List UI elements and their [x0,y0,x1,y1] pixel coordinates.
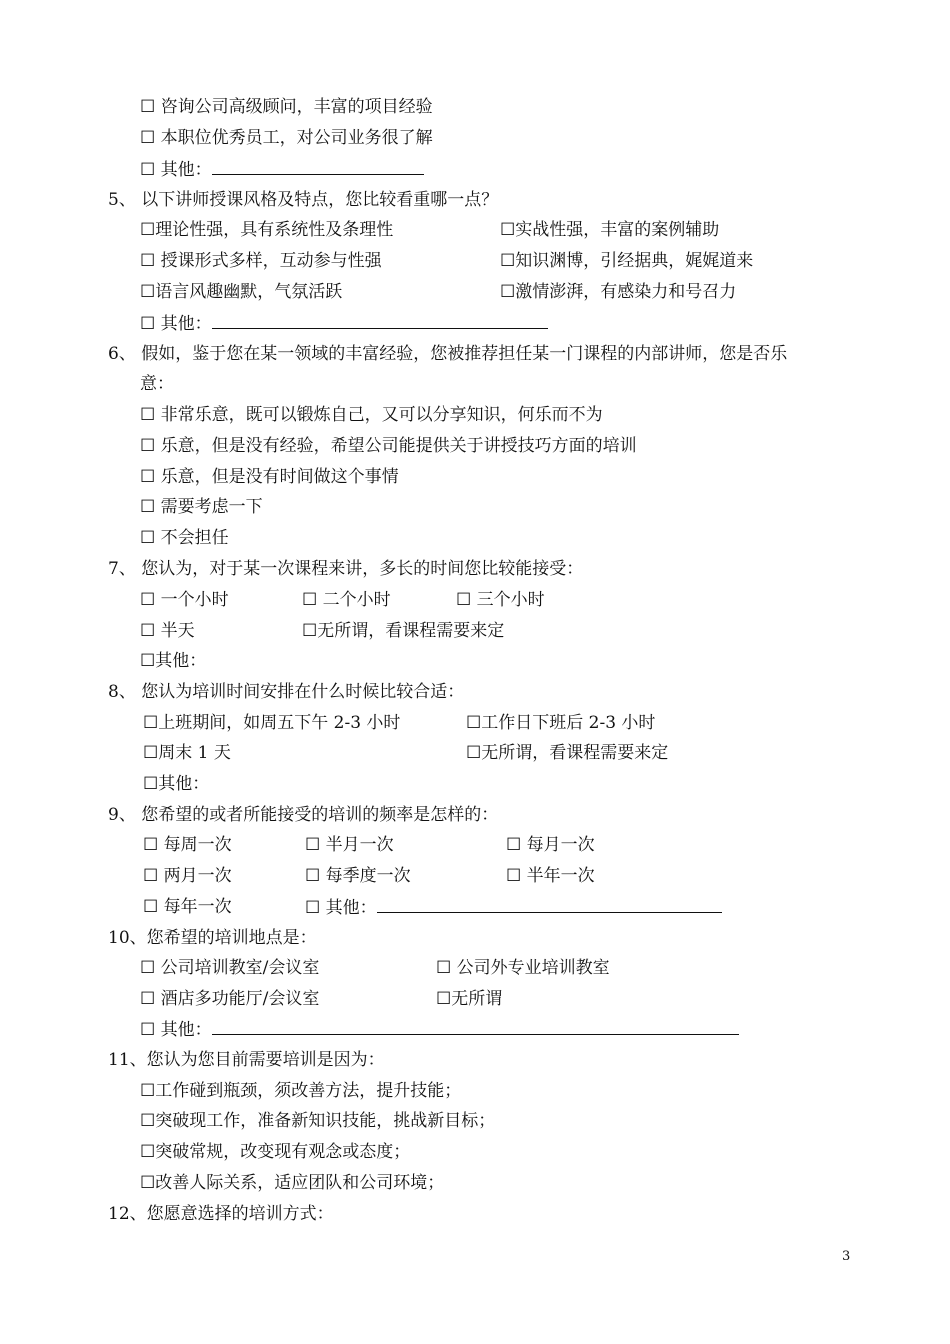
page-number: 3 [842,1249,851,1264]
q11-option-relationships[interactable]: ☐改善人际关系，适应团队和公司环境； [140,1173,445,1193]
q10-option-other[interactable] [140,1018,739,1040]
q6-option-consider[interactable]: ☐ 需要考虑一下 [140,497,263,517]
q8-option-weekend[interactable]: ☐周末 1 天 [143,743,231,763]
q10-option-any[interactable]: ☐无所谓 [436,989,503,1009]
question-9-title: 9、 您希望的或者所能接受的培训的频率是怎样的： [108,805,499,825]
q10-option-hotel[interactable]: ☐ 酒店多功能厅/会议室 [140,989,320,1009]
q9-option-weekly[interactable]: ☐ 每周一次 [143,835,232,855]
q6-option-willing-no-exp[interactable]: ☐ 乐意，但是没有经验，希望公司能提供关于讲授技巧方面的培训 [140,436,637,456]
q11-option-bottleneck[interactable]: ☐工作碰到瓶颈，须改善方法，提升技能； [140,1081,462,1101]
q9-option-quarterly[interactable]: ☐ 每季度一次 [305,866,411,886]
q8-option-other[interactable]: ☐其他： [143,774,210,794]
q9-option-monthly[interactable]: ☐ 每月一次 [506,835,595,855]
question-5-title: 5、 以下讲师授课风格及特点，您比较看重哪一点？ [108,190,499,210]
q9-other-label: ☐ 其他： [305,898,377,918]
q5-option-passion[interactable]: ☐激情澎湃，有感染力和号召力 [500,282,737,302]
q7-option-1h[interactable]: ☐ 一个小时 [140,590,229,610]
q5-option-other[interactable] [140,312,548,334]
q8-option-afterwork[interactable]: ☐工作日下班后 2-3 小时 [466,713,656,733]
q7-option-3h[interactable]: ☐ 三个小时 [456,590,545,610]
question-7-title: 7、 您认为，对于某一次课程来讲，多长的时间您比较能接受： [108,559,584,579]
q8-option-workhours[interactable]: ☐上班期间，如周五下午 2-3 小时 [143,713,401,733]
q11-option-new-goals[interactable]: ☐突破现工作，准备新知识技能，挑战新目标； [140,1111,496,1131]
q10-option-external-room[interactable]: ☐ 公司外专业培训教室 [436,958,610,978]
q7-option-halfday[interactable]: ☐ 半天 [140,621,195,641]
q6-option-decline[interactable]: ☐ 不会担任 [140,528,229,548]
question-10-title: 10、您希望的培训地点是： [108,928,317,948]
q5-option-interactive[interactable]: ☐ 授课形式多样，互动参与性强 [140,251,382,271]
question-6-title-cont: 意： [140,374,174,394]
q5-option-theory[interactable]: ☐理论性强，具有系统性及条理性 [140,220,394,240]
q5-option-knowledge[interactable]: ☐知识渊博，引经据典，娓娓道来 [500,251,754,271]
option-other[interactable] [140,158,424,180]
q5-option-practical[interactable]: ☐实战性强，丰富的案例辅助 [500,220,720,240]
option-consultant[interactable]: ☐ 咨询公司高级顾问，丰富的项目经验 [140,97,433,117]
q11-option-mindset[interactable]: ☐突破常规，改变现有观念或态度； [140,1142,411,1162]
question-12-title: 12、您愿意选择的培训方式： [108,1204,334,1224]
question-6-title: 6、 假如，鉴于您在某一领域的丰富经验，您被推荐担任某一门课程的内部讲师，您是否乐 [108,344,788,364]
q5-other-label: ☐ 其他： [140,314,212,334]
q9-option-biweekly[interactable]: ☐ 半月一次 [305,835,394,855]
option-employee[interactable]: ☐ 本职位优秀员工，对公司业务很了解 [140,128,433,148]
q10-other-label: ☐ 其他： [140,1020,212,1040]
q6-option-willing-no-time[interactable]: ☐ 乐意，但是没有时间做这个事情 [140,467,399,487]
q6-option-very-willing[interactable]: ☐ 非常乐意，既可以锻炼自己，又可以分享知识，何乐而不为 [140,405,603,425]
q9-option-halfyear[interactable]: ☐ 半年一次 [506,866,595,886]
q10-option-company-room[interactable]: ☐ 公司培训教室/会议室 [140,958,320,978]
q5-answer-blank[interactable] [212,312,548,329]
q9-option-other[interactable] [305,896,722,918]
question-11-title: 11、您认为您目前需要培训是因为： [108,1050,385,1070]
q9-answer-blank[interactable] [377,896,722,913]
question-8-title: 8、 您认为培训时间安排在什么时候比较合适： [108,682,465,702]
q8-option-depends[interactable]: ☐无所谓，看课程需要来定 [466,743,669,763]
q5-option-humor[interactable]: ☐语言风趣幽默，气氛活跃 [140,282,343,302]
q7-option-depends[interactable]: ☐无所谓，看课程需要来定 [302,621,505,641]
option-other-label: ☐ 其他： [140,160,212,180]
answer-blank[interactable] [212,158,424,175]
q7-option-2h[interactable]: ☐ 二个小时 [302,590,391,610]
q9-option-yearly[interactable]: ☐ 每年一次 [143,897,232,917]
q9-option-bimonthly[interactable]: ☐ 两月一次 [143,866,232,886]
q7-option-other[interactable]: ☐其他： [140,651,207,671]
q10-answer-blank[interactable] [212,1018,739,1035]
